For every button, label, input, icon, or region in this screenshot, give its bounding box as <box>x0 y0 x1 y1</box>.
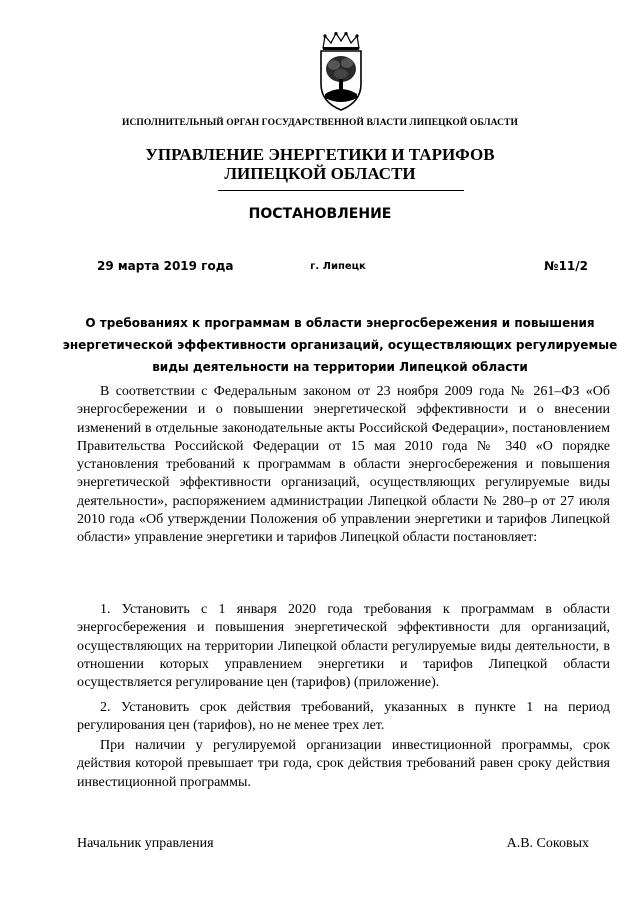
document-type: ПОСТАНОВЛЕНИЕ <box>248 206 392 222</box>
item-2-paragraph: 2. Установить срок действия требований, указанных в пункте 1 на период регулирования цен (тарифов), но не менее трех лет. <box>77 700 610 734</box>
preamble-paragraph: В соответствии с Федеральным законом от 23 ноября 2009 года № 261–ФЗ «Об энергосбережении и о повышении энергетической эффективности и о внесении изменений в отдельные законодательные акты Российской Федерации», постановлением Правительства Российской Федерации от 15 мая 2010 года № 340 «О порядке установления требований к программам в области энергосбережения и повышения энергетической эффективности организаций, осуществляющих регулируемые виды деятельности», распоряжением администрации Липецкой области № 280–р от 27 июля 2010 года «Об утверждении Положения об управлении энергетики и тарифов Липецкой области» управление энергетики и тарифов Липецкой области постановляет: <box>77 384 610 546</box>
department-name-line2: ЛИПЕЦКОЙ ОБЛАСТИ <box>224 164 416 183</box>
item-1-paragraph: 1. Установить с 1 января 2020 года требования к программам в области энергосбережения и повышения энергетической эффективности для организаций, осуществляющих на территории Липецкой области регулируемые виды деятельности, в отношении которых управлением энергетики и тарифов Липецкой области осуществляется регулирование цен (тарифов) (приложение). <box>77 602 610 691</box>
document-number: №11/2 <box>544 259 588 273</box>
header-divider <box>218 190 464 191</box>
document-city: г. Липецк <box>310 261 366 272</box>
department-name <box>0 145 640 183</box>
department-name-line1: УПРАВЛЕНИЕ ЭНЕРГЕТИКИ И ТАРИФОВ <box>145 145 495 164</box>
document-date: 29 марта 2019 года <box>97 259 234 273</box>
coat-of-arms-icon <box>315 32 367 112</box>
signatory-role: Начальник управления <box>77 836 214 851</box>
document-subject: О требованиях к программам в области энергосбережения и повышения энергетической эффективности организаций, осуществляющих регулируемые виды деятельности на территории Липецкой области <box>62 316 618 374</box>
item-2-note-paragraph: При наличии у регулируемой организации инвестиционной программы, срок действия которой превышает три года, срок действия требований равен сроку действия инвестиционной программы. <box>77 738 610 790</box>
executive-body-line: ИСПОЛНИТЕЛЬНЫЙ ОРГАН ГОСУДАРСТВЕННОЙ ВЛАСТИ ЛИПЕЦКОЙ ОБЛАСТИ <box>121 118 519 128</box>
signatory-name: А.В. Соковых <box>506 836 589 851</box>
